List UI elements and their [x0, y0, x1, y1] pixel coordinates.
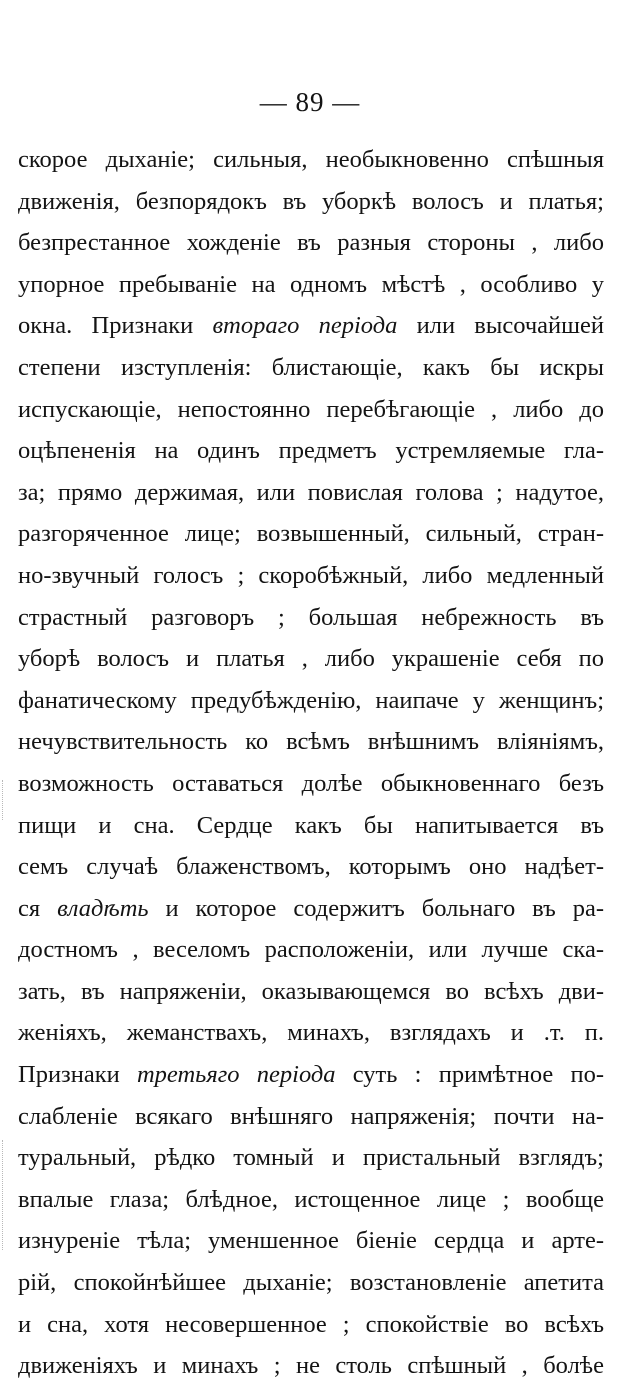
text-line	[18, 472, 604, 514]
text-line	[18, 1179, 604, 1221]
page-edge-mark	[2, 780, 6, 820]
text-segment: и которое содержитъ больнаго въ ра-	[148, 894, 604, 922]
text-segment: степени изступленія: блистающіе, какъ бы искры	[18, 353, 604, 381]
text-line	[18, 181, 604, 223]
text-line	[18, 1304, 604, 1346]
body-text	[18, 139, 604, 1387]
text-segment: но-звучный голосъ ; скоробѣжный, либо медленный	[18, 561, 604, 589]
text-line	[18, 305, 604, 347]
text-line	[18, 1054, 604, 1096]
text-segment: движеніяхъ и минахъ ; не столь спѣшный , болѣе	[18, 1352, 604, 1380]
italic-term: втораго періода	[212, 312, 398, 340]
text-segment: окна. Признаки	[18, 312, 213, 340]
text-segment: упорное пребываніе на одномъ мѣстѣ , особливо у	[18, 270, 604, 298]
text-line	[18, 721, 604, 763]
text-line	[18, 513, 604, 555]
text-segment: туральный, рѣдко томный и пристальный взглядъ;	[18, 1144, 604, 1172]
text-line	[18, 1262, 604, 1304]
text-segment: страстный разговоръ ; большая небрежность въ	[18, 603, 604, 631]
text-line	[18, 347, 604, 389]
text-segment: движенія, безпорядокъ въ уборкѣ волосъ и платья;	[18, 187, 604, 215]
text-segment: и сна, хотя несовершенное ; спокойствіе во всѣхъ	[18, 1310, 604, 1338]
text-line	[18, 1137, 604, 1179]
text-segment: слабленіе всякаго внѣшняго напряженія; почти на-	[18, 1102, 604, 1130]
text-segment: скорое дыханіе; сильныя, необыкновенно спѣшныя	[18, 146, 604, 173]
text-line	[18, 222, 604, 264]
text-segment: нечувствительность ко всѣмъ внѣшнимъ вліяніямъ,	[18, 728, 604, 756]
text-segment: рій, спокойнѣйшее дыханіе; возстановленіе апетита	[18, 1269, 604, 1297]
text-line	[18, 929, 604, 971]
text-segment: возможность оставаться долѣе обыкновеннаго безъ	[18, 769, 604, 797]
text-line	[18, 680, 604, 722]
text-segment: пищи и сна. Сердце какъ бы напитывается въ	[18, 811, 604, 839]
text-segment: достномъ , веселомъ расположеніи, или лучше ска-	[18, 936, 604, 964]
text-line	[18, 389, 604, 431]
text-segment: уборѣ волосъ и платья , либо украшеніе себя по	[18, 645, 604, 673]
italic-term: третьяго періода	[136, 1061, 336, 1089]
text-line	[18, 1220, 604, 1262]
text-line	[18, 805, 604, 847]
italic-term: владѣть	[57, 894, 149, 922]
text-segment: изнуреніе тѣла; уменшенное біеніе сердца и арте-	[18, 1227, 604, 1255]
text-segment: за; прямо держимая, или повислая голова ; надутое,	[18, 478, 604, 506]
text-segment: ся	[18, 894, 58, 922]
text-line	[18, 430, 604, 472]
page-number: — 89 —	[259, 87, 361, 117]
text-segment: женіяхъ, жеманствахъ, минахъ, взглядахъ и .т. п.	[18, 1019, 604, 1047]
text-line	[18, 971, 604, 1013]
text-segment: семъ случаѣ блаженствомъ, которымъ оно надѣет-	[18, 853, 604, 881]
text-line	[18, 597, 604, 639]
text-line	[18, 555, 604, 597]
text-line	[18, 139, 604, 181]
text-segment: разгоряченное лице; возвышенный, сильный, стран-	[18, 520, 604, 548]
text-segment: Признаки	[18, 1061, 137, 1089]
text-line	[18, 1096, 604, 1138]
text-segment: безпрестанное хожденіе въ разныя стороны , либо	[18, 229, 604, 257]
page-edge-mark	[2, 1140, 6, 1250]
text-segment: фанатическому предубѣжденію, наипаче у женщинъ;	[18, 686, 604, 714]
text-segment: оцѣпененія на одинъ предметъ устремляемые гла-	[18, 437, 604, 465]
text-segment: испускающіе, непостоянно перебѣгающіе , либо до	[18, 395, 604, 423]
text-line	[18, 638, 604, 680]
text-segment: суть : примѣтное по-	[335, 1061, 605, 1089]
text-line	[18, 1345, 604, 1387]
text-segment: зать, въ напряженіи, оказывающемся во всѣхъ дви-	[18, 977, 604, 1005]
text-line	[18, 1012, 604, 1054]
text-line	[18, 846, 604, 888]
text-segment: впалые глаза; блѣдное, истощенное лице ; вообще	[18, 1185, 604, 1213]
text-line	[18, 264, 604, 306]
text-segment: или высочайшей	[397, 312, 604, 340]
text-line	[18, 888, 604, 930]
text-line	[18, 763, 604, 805]
